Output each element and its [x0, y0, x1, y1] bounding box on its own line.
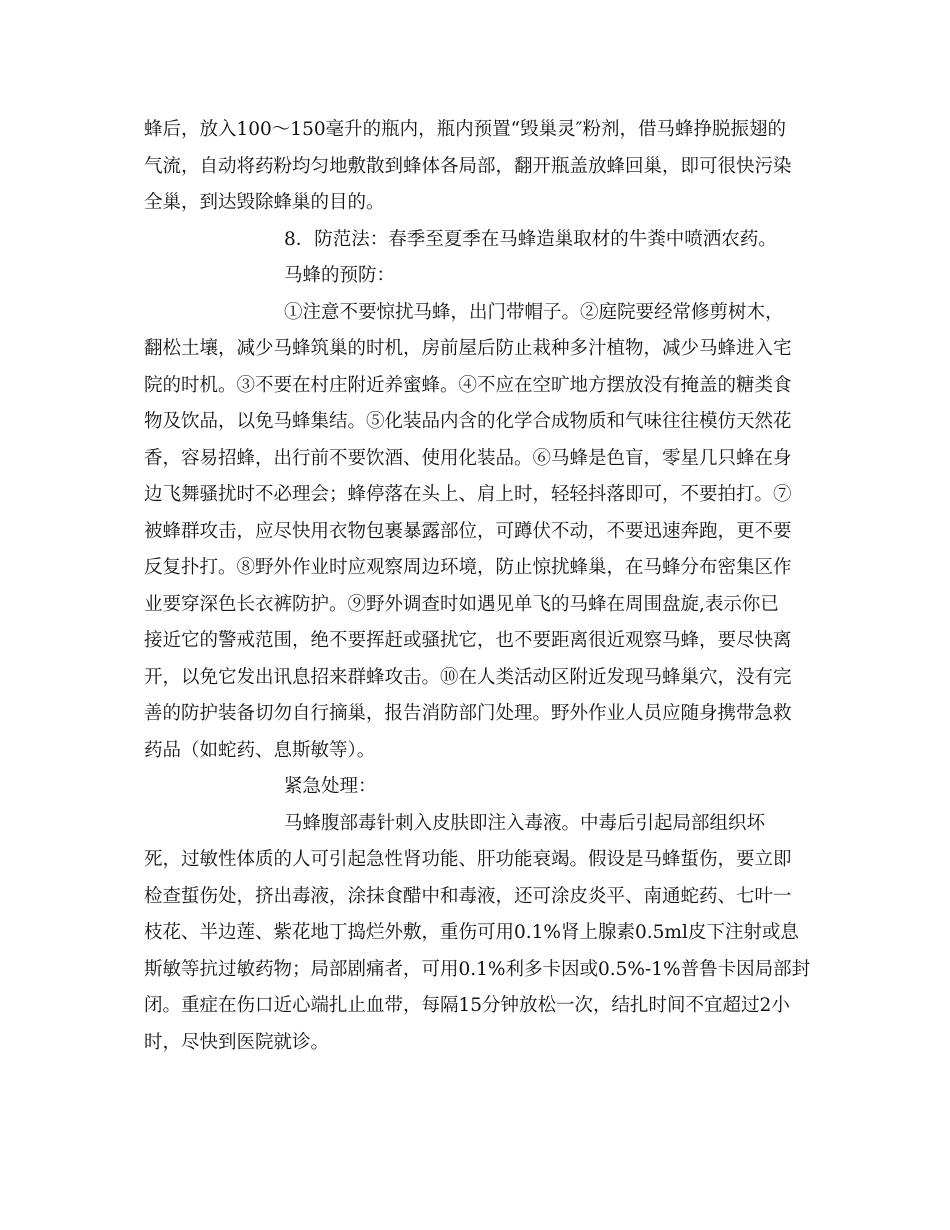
text-line: 被蜂群攻击，应尽快用衣物包裹暴露部位，可蹲伏不动，不要迅速奔跑，更不要	[144, 521, 792, 542]
heading-emergency-treatment: 紧急处理：	[284, 776, 377, 797]
text-line: 边飞舞骚扰时不必理会；蜂停落在头上、肩上时，轻轻抖落即可，不要拍打。⑦	[144, 484, 792, 505]
text-line: 物及饮品，以免马蜂集结。⑤化装品内含的化学合成物质和气味往往模仿天然花	[144, 411, 792, 432]
text-line: 业要穿深色长衣裤防护。⑨野外调查时如遇见单飞的马蜂在周围盘旋,表示你已	[144, 594, 779, 615]
heading-wasp-prevention: 马蜂的预防：	[284, 265, 396, 286]
section-8-prevention-method: 8．防范法：春季至夏季在马蜂造巢取材的牛粪中喷洒农药。	[284, 229, 777, 250]
text-line: 马蜂腹部毒针刺入皮肤即注入毒液。中毒后引起局部组织坏	[284, 813, 766, 834]
text-line: 翻松土壤，减少马蜂筑巢的时机，房前屋后防止栽种多汁植物，减少马蜂进入宅	[144, 338, 792, 359]
text-line: 反复扑打。⑧野外作业时应观察周边环境，防止惊扰蜂巢，在马蜂分布密集区作	[144, 557, 792, 578]
text-line: 开，以免它发出讯息招来群蜂攻击。⑩在人类活动区附近发现马蜂巢穴，没有完	[144, 667, 792, 688]
text-line: 枝花、半边莲、紫花地丁捣烂外敷，重伤可用0.1%肾上腺素0.5ml皮下注射或息	[144, 922, 799, 943]
text-line: 斯敏等抗过敏药物；局部剧痛者，可用0.1%利多卡因或0.5%-1%普鲁卡因局部封	[144, 959, 811, 980]
text-line: 院的时机。③不要在村庄附近养蜜蜂。④不应在空旷地方摆放没有掩盖的糖类食	[144, 375, 792, 396]
text-line: 蜂后，放入100～150毫升的瓶内，瓶内预置“毁巢灵″粉剂，借马蜂挣脱振翅的	[144, 119, 786, 140]
text-line: 善的防护装备切勿自行摘巢，报告消防部门处理。野外作业人员应随身携带急救	[144, 703, 792, 724]
text-line: 闭。重症在伤口近心端扎止血带，每隔15分钟放松一次，结扎时间不宜超过2小	[144, 995, 790, 1016]
text-line: 气流，自动将药粉均匀地敷散到蜂体各局部，翻开瓶盖放蜂回巢，即可很快污染	[144, 156, 792, 177]
text-line: 全巢，到达毁除蜂巢的目的。	[144, 192, 385, 213]
text-line: 时，尽快到医院就诊。	[144, 1032, 330, 1053]
text-line: ①注意不要惊扰马蜂，出门带帽子。②庭院要经常修剪树木，	[284, 302, 784, 323]
text-line: 接近它的警戒范围，绝不要挥赶或骚扰它，也不要距离很近观察马蜂，要尽快离	[144, 630, 792, 651]
text-line: 死，过敏性体质的人可引起急性肾功能、肝功能衰竭。假设是马蜂蜇伤，要立即	[144, 849, 792, 870]
text-line: 检查蜇伤处，挤出毒液，涂抹食醋中和毒液，还可涂皮炎平、南通蛇药、七叶一	[144, 886, 792, 907]
text-line: 香，容易招蜂，出行前不要饮酒、使用化装品。⑥马蜂是色盲，零星几只蜂在身	[144, 448, 792, 469]
text-line: 药品（如蛇药、息斯敏等）。	[144, 740, 376, 761]
